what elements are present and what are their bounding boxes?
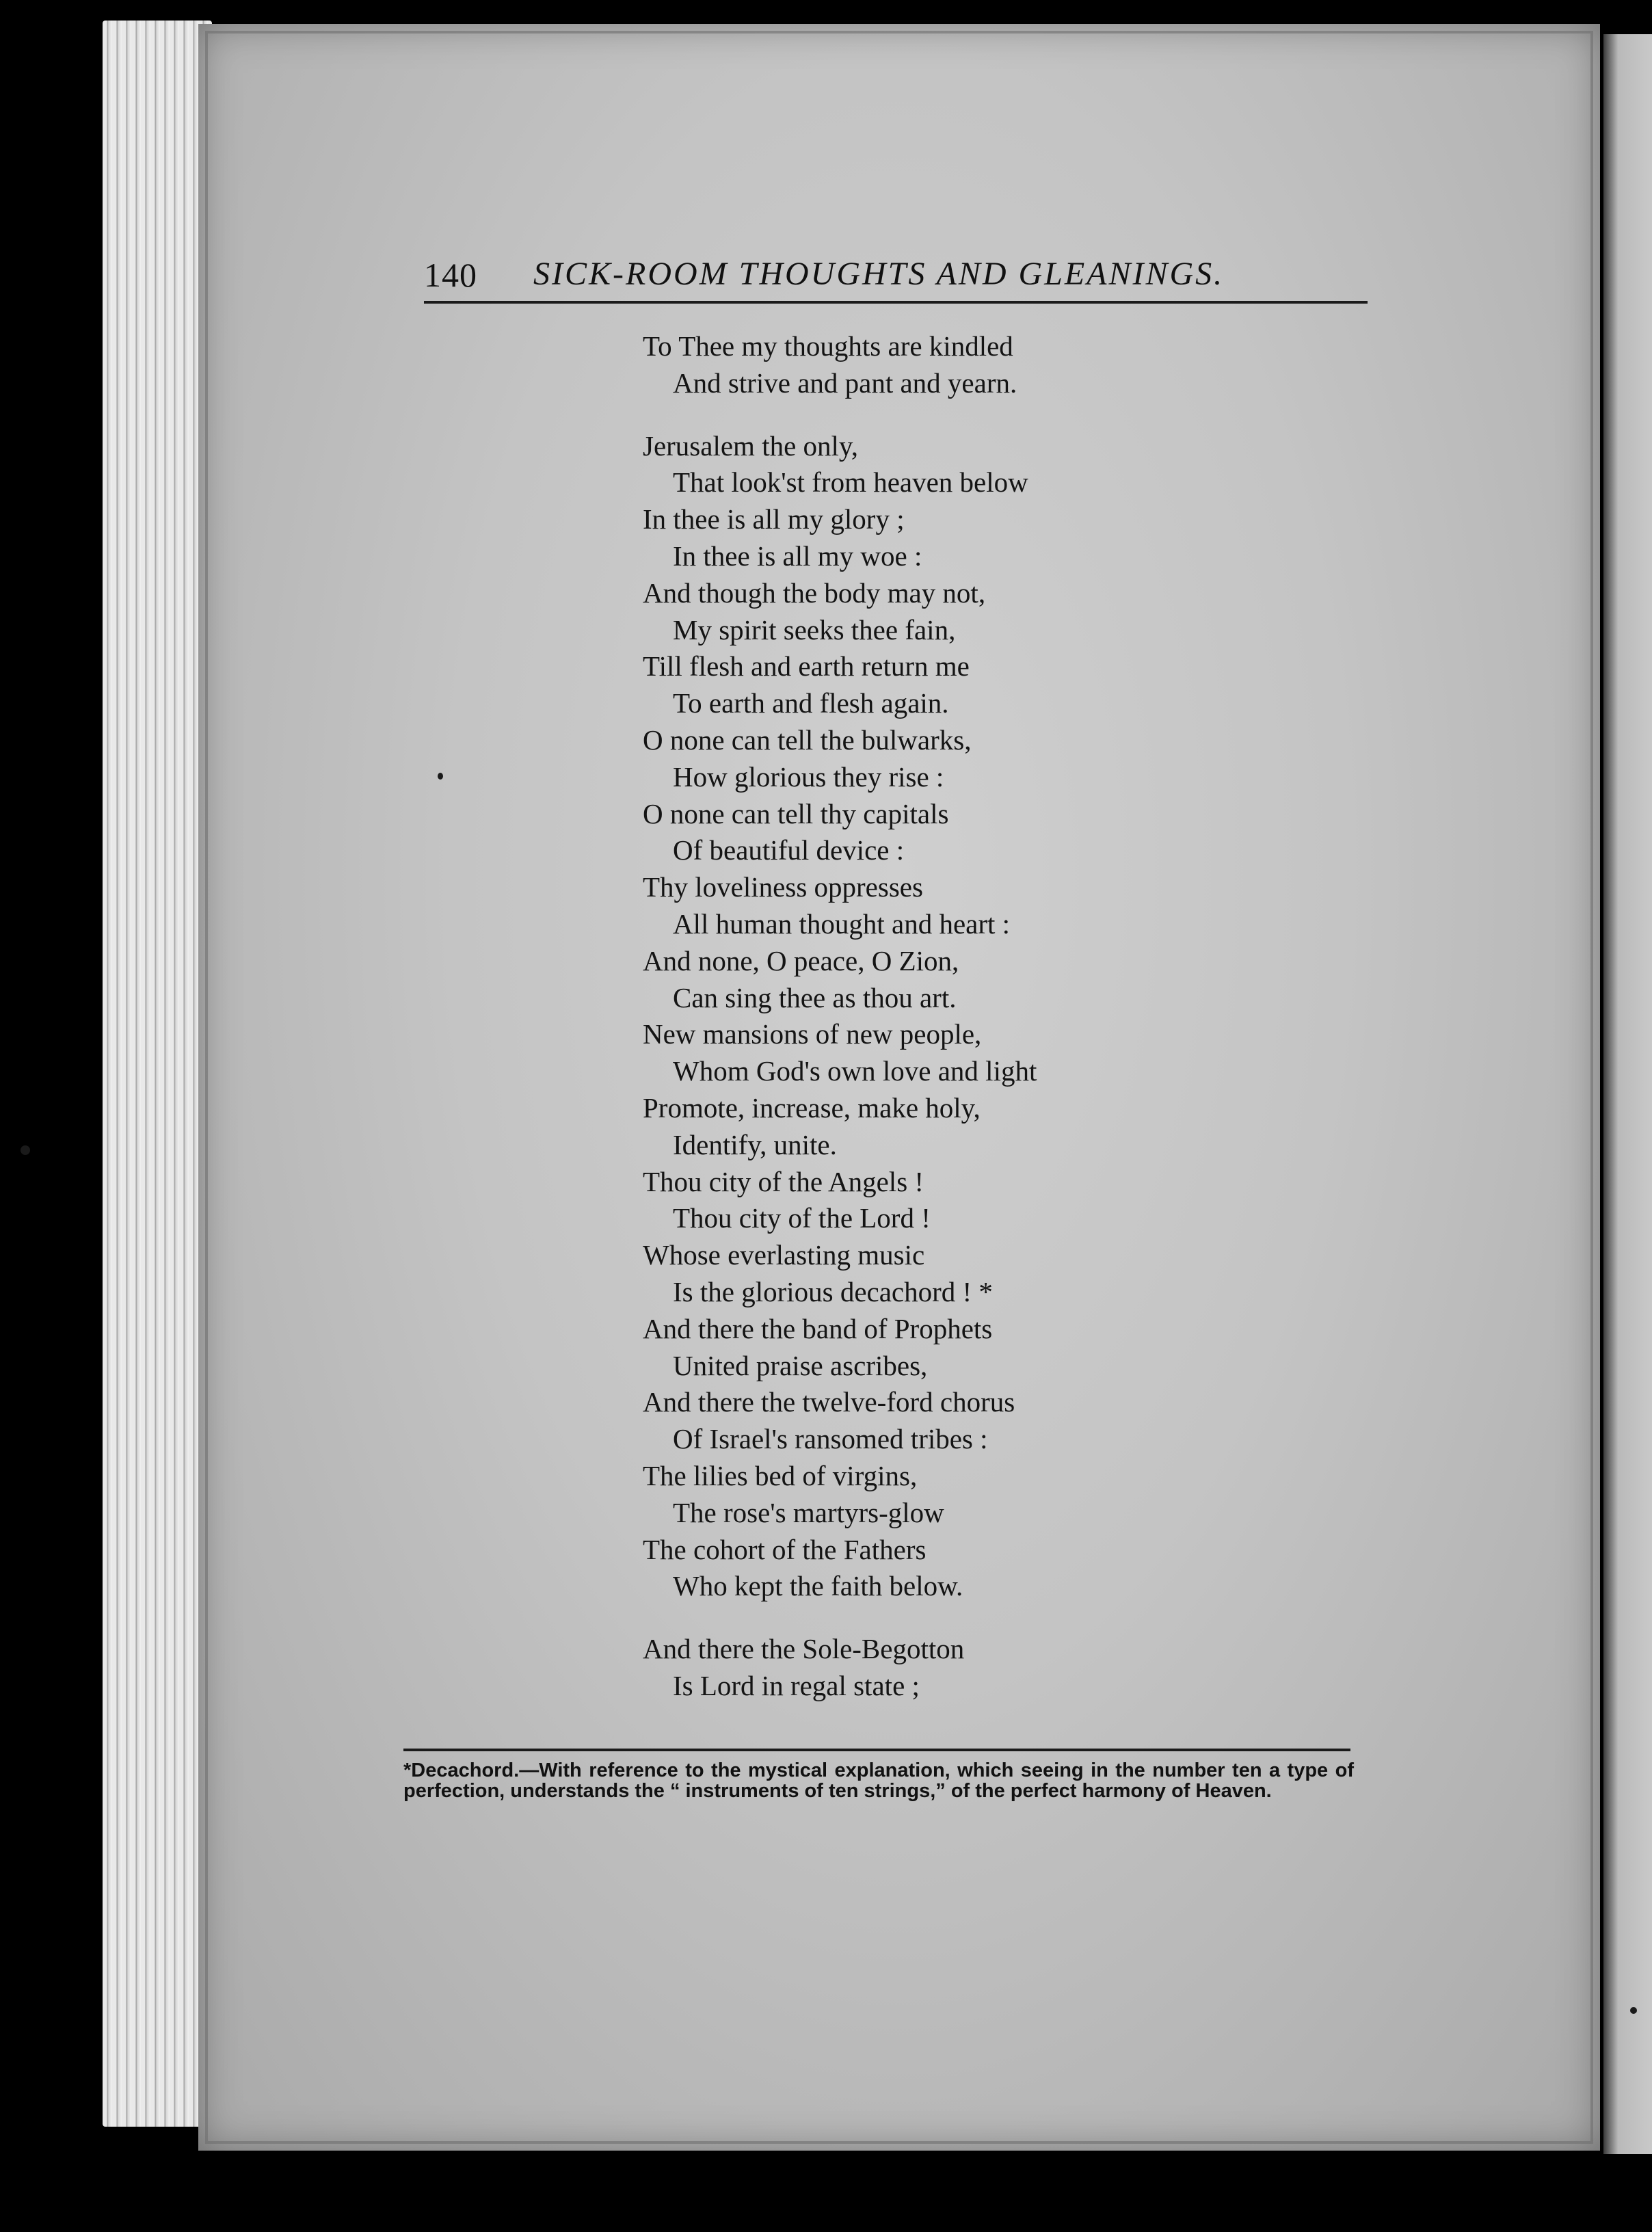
facing-page-edge bbox=[1603, 34, 1652, 2154]
poem-line: O none can tell thy capitals bbox=[643, 797, 949, 829]
poem-line: In thee is all my glory ; bbox=[643, 503, 905, 535]
footnote-rule bbox=[403, 1749, 1350, 1751]
poem-line: The rose's martyrs-glow bbox=[673, 1496, 944, 1528]
poem-line: And none, O peace, O Zion, bbox=[643, 944, 959, 976]
poem-line: New mansions of new people, bbox=[643, 1018, 982, 1050]
poem-line: And there the band of Prophets bbox=[643, 1312, 993, 1344]
book-fore-edge bbox=[103, 21, 212, 2127]
scan-speck bbox=[1630, 2007, 1637, 2014]
page-number: 140 bbox=[424, 256, 477, 294]
poem-line: And there the Sole-Begotton bbox=[643, 1633, 965, 1665]
poem-line: Who kept the faith below. bbox=[673, 1570, 963, 1602]
poem-line: In thee is all my woe : bbox=[673, 540, 922, 572]
poem-line: O none can tell the bulwarks, bbox=[643, 723, 972, 756]
poem-line: Thy loveliness oppresses bbox=[643, 871, 923, 903]
poem-line: Is the glorious decachord ! * bbox=[673, 1275, 993, 1307]
stanza-break bbox=[643, 402, 1327, 428]
poem-body bbox=[643, 328, 1327, 1705]
poem-line: And strive and pant and yearn. bbox=[673, 367, 1017, 399]
scan-speck bbox=[21, 1145, 30, 1155]
poem-line: Of Israel's ransomed tribes : bbox=[673, 1423, 988, 1455]
poem-line: United praise ascribes, bbox=[673, 1349, 928, 1381]
poem-line: How glorious they rise : bbox=[673, 760, 944, 793]
poem-line: Thou city of the Lord ! bbox=[673, 1202, 931, 1234]
scan-speck bbox=[438, 773, 443, 780]
header-rule bbox=[424, 301, 1368, 304]
poem-line: The lilies bed of virgins, bbox=[643, 1459, 918, 1491]
poem-line: Whom God's own love and light bbox=[673, 1055, 1037, 1087]
poem-line: All human thought and heart : bbox=[673, 907, 1011, 940]
poem-line: Thou city of the Angels ! bbox=[643, 1165, 924, 1197]
stanza-break bbox=[643, 1605, 1327, 1631]
poem-line: And though the body may not, bbox=[643, 576, 986, 609]
poem-line: Whose everlasting music bbox=[643, 1239, 925, 1271]
poem-line: The cohort of the Fathers bbox=[643, 1533, 927, 1565]
running-title: SICK-ROOM THOUGHTS AND GLEANINGS. bbox=[533, 256, 1225, 292]
poem-line: To Thee my thoughts are kindled bbox=[643, 330, 1013, 362]
footnote: *Decachord.—With reference to the mystical explanation, which seeing in the number ten a type of perfection, understands the “ instruments of ten strings,” of the perfect harmony of Heaven. bbox=[403, 1759, 1354, 1802]
poem-line: To earth and flesh again. bbox=[673, 687, 949, 719]
poem-line: Identify, unite. bbox=[673, 1128, 837, 1160]
poem-line: That look'st from heaven below bbox=[673, 466, 1028, 499]
poem-line: Of beautiful device : bbox=[673, 834, 905, 866]
poem-line: Till flesh and earth return me bbox=[643, 650, 970, 682]
poem-line: Jerusalem the only, bbox=[643, 429, 859, 462]
poem-line: My spirit seeks thee fain, bbox=[673, 613, 956, 646]
poem-line: Is Lord in regal state ; bbox=[673, 1669, 920, 1701]
poem-line: Can sing thee as thou art. bbox=[673, 981, 957, 1013]
poem-line: And there the twelve-ford chorus bbox=[643, 1386, 1015, 1418]
poem-line: Promote, increase, make holy, bbox=[643, 1091, 981, 1124]
